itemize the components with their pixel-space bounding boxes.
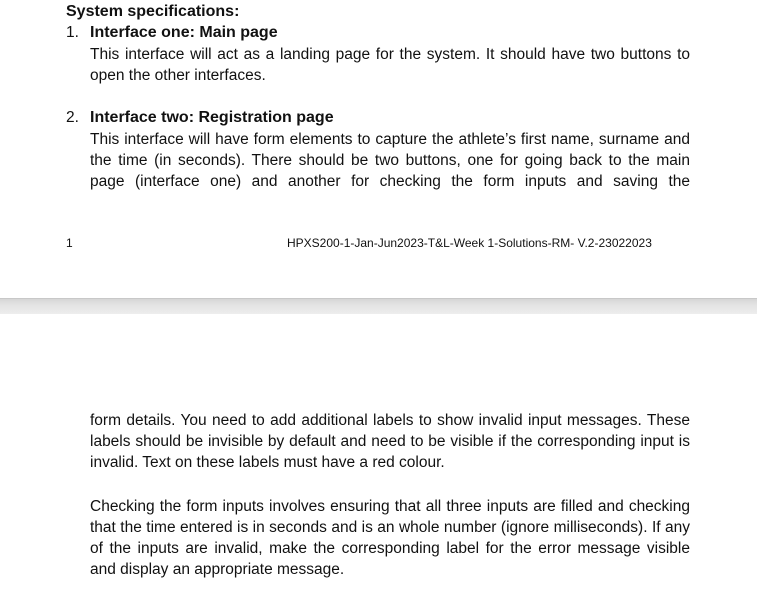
item-title-main-page: Interface one: Main page [90,24,278,41]
item-text-main-page: This interface will act as a landing page for the system. It should have two buttons to open the other interfaces. [90,46,690,84]
page-separator [0,298,757,315]
list-number-1: 1. [66,24,79,41]
section-heading: System specifications: [66,3,240,20]
paragraph-invalid-labels: form details. You need to add additional labels to show invalid input messages. These labels should be invisible by default and need to be visible if the corresponding input is invalid. Text on these labels must have a red colour. [90,412,690,471]
footer-page-number: 1 [66,236,73,250]
paragraph-checking-inputs: Checking the form inputs involves ensuring that all three inputs are filled and checking that the time entered is in seconds and is an whole number (ignore milliseconds). If any of the inputs are invalid, make the corresponding label for the error message visible and display an appropriate message. [90,498,690,578]
document-page-2 [0,314,757,590]
footer-document-code: HPXS200-1-Jan-Jun2023-T&L-Week 1-Solutions-RM- V.2-23022023 [287,236,652,250]
item-text-registration-page: This interface will have form elements to capture the athlete’s first name, surname and the time (in seconds). There should be two buttons, one for going back to the main page (interface one) and another for checking the form inputs and saving the [90,131,690,190]
list-number-2: 2. [66,109,79,126]
item-title-registration-page: Interface two: Registration page [90,109,334,126]
